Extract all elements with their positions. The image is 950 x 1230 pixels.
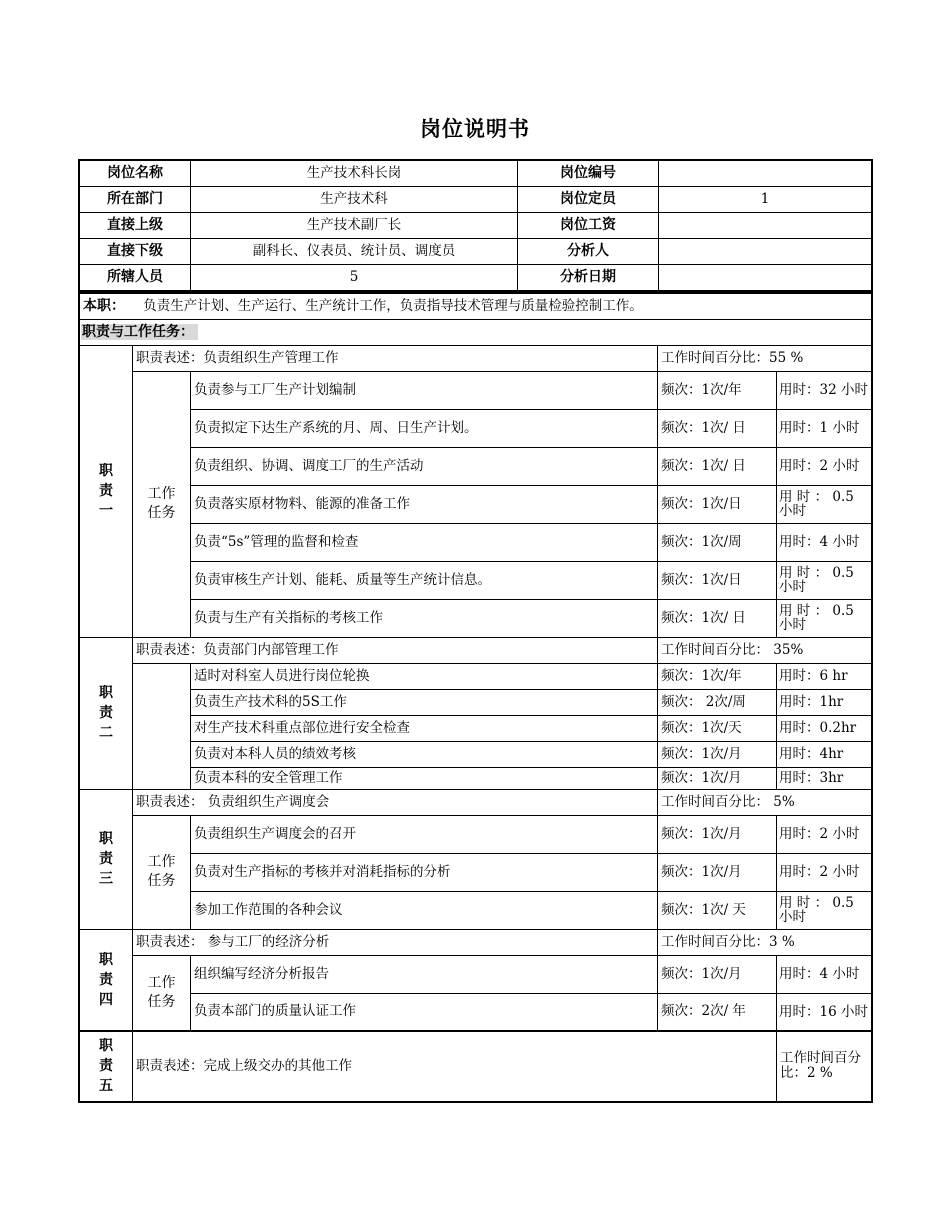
mission-label: 本职： bbox=[83, 297, 125, 314]
label-subordinates: 直接下级 bbox=[80, 239, 191, 265]
duty-5-statement: 职责表述：完成上级交办的其他工作 bbox=[133, 1031, 777, 1101]
duty-2-task-label bbox=[133, 663, 191, 789]
duty-1-task: 负责“5s”管理的监督和检查 bbox=[191, 523, 658, 561]
duty-1-freq: 频次：1次/日 bbox=[658, 561, 777, 599]
duty-5-label: 职 责 五 bbox=[80, 1031, 133, 1101]
duties-table bbox=[79, 292, 872, 1102]
duty-3-task-label: 工作任务 bbox=[133, 815, 191, 929]
duty-3-time: 用 时 ： 0.5 小时 bbox=[777, 891, 872, 929]
duty-4-freq: 频次：2次/ 年 bbox=[658, 993, 777, 1031]
duty-3-freq: 频次：1次/月 bbox=[658, 815, 777, 853]
duty-1-statement: 职责表述：负责组织生产管理工作 bbox=[133, 345, 658, 371]
duties-heading: 职责与工作任务： bbox=[81, 324, 198, 340]
duty-4-statement: 职责表述： 参与工厂的经济分析 bbox=[133, 929, 658, 955]
duty-3-label: 职 责 三 bbox=[80, 789, 133, 929]
value-position-name: 生产技术科长岗 bbox=[191, 161, 518, 187]
duty-2-task: 对生产技术科重点部位进行安全检查 bbox=[191, 715, 658, 741]
duty-2-freq: 频次： 2次/周 bbox=[658, 689, 777, 715]
duty-2-freq: 频次：1次/月 bbox=[658, 767, 777, 789]
duty-1-task: 负责与生产有关指标的考核工作 bbox=[191, 599, 658, 637]
duty-1-task: 负责参与工厂生产计划编制 bbox=[191, 371, 658, 409]
duty-5-percent: 工作时间百分比：2 % bbox=[777, 1031, 872, 1101]
duty-1-time: 用时：2 小时 bbox=[777, 447, 872, 485]
value-subordinates: 副科长、仪表员、统计员、调度员 bbox=[191, 239, 518, 265]
duty-3-time: 用时：2 小时 bbox=[777, 853, 872, 891]
duty-2-freq: 频次：1次/月 bbox=[658, 741, 777, 767]
label-position-name: 岗位名称 bbox=[80, 161, 191, 187]
duty-3-task: 负责对生产指标的考核并对消耗指标的分析 bbox=[191, 853, 658, 891]
duty-2-time: 用时：6 hr bbox=[777, 663, 872, 689]
label-analyst: 分析人 bbox=[518, 239, 659, 265]
duty-2-time: 用时：3hr bbox=[777, 767, 872, 789]
duty-1-label: 职 责 一 bbox=[80, 345, 133, 637]
duty-3-task: 参加工作范围的各种会议 bbox=[191, 891, 658, 929]
duty-1-task: 负责审核生产计划、能耗、质量等生产统计信息。 bbox=[191, 561, 658, 599]
duty-1-freq: 频次：1次/ 日 bbox=[658, 447, 777, 485]
label-superior: 直接上级 bbox=[80, 213, 191, 239]
duty-3-time: 用时：2 小时 bbox=[777, 815, 872, 853]
duty-2-time: 用时：1hr bbox=[777, 689, 872, 715]
label-position-code: 岗位编号 bbox=[518, 161, 659, 187]
duty-2-percent: 工作时间百分比： 35% bbox=[658, 637, 872, 663]
duty-1-time: 用时：32 小时 bbox=[777, 371, 872, 409]
duty-1-time: 用时：1 小时 bbox=[777, 409, 872, 447]
mission-text: 负责生产计划、生产运行、生产统计工作，负责指导技术管理与质量检验控制工作。 bbox=[143, 297, 643, 314]
duty-2-task: 适时对科室人员进行岗位轮换 bbox=[191, 663, 658, 689]
duty-4-time: 用时：4 小时 bbox=[777, 955, 872, 993]
duty-4-task: 组织编写经济分析报告 bbox=[191, 955, 658, 993]
value-position-code bbox=[659, 161, 872, 187]
duty-3-task: 负责组织生产调度会的召开 bbox=[191, 815, 658, 853]
duty-4-percent: 工作时间百分比：3 % bbox=[658, 929, 872, 955]
page-title: 岗位说明书 bbox=[420, 117, 530, 141]
duty-2-task: 负责生产技术科的5S工作 bbox=[191, 689, 658, 715]
duty-2-time: 用时：4hr bbox=[777, 741, 872, 767]
duty-4-task-label: 工作任务 bbox=[133, 955, 191, 1031]
value-analysis-date bbox=[659, 265, 872, 291]
duties-heading-row bbox=[80, 319, 872, 345]
value-headcount: 1 bbox=[659, 187, 872, 213]
duty-1-time: 用 时 ： 0.5 小时 bbox=[777, 561, 872, 599]
label-staff-count: 所辖人员 bbox=[80, 265, 191, 291]
duty-2-label: 职 责 二 bbox=[80, 637, 133, 789]
duty-1-percent: 工作时间百分比：55 % bbox=[658, 345, 872, 371]
duty-2-task: 负责本科的安全管理工作 bbox=[191, 767, 658, 789]
duty-3-freq: 频次：1次/ 天 bbox=[658, 891, 777, 929]
mission-row bbox=[80, 293, 872, 319]
duty-1-task-label: 工作任务 bbox=[133, 371, 191, 637]
duty-4-time: 用时：16 小时 bbox=[777, 993, 872, 1031]
duty-1-task: 负责拟定下达生产系统的月、周、日生产计划。 bbox=[191, 409, 658, 447]
label-analysis-date: 分析日期 bbox=[518, 265, 659, 291]
duty-3-freq: 频次：1次/月 bbox=[658, 853, 777, 891]
duty-2-statement: 职责表述：负责部门内部管理工作 bbox=[133, 637, 658, 663]
duty-2-freq: 频次：1次/天 bbox=[658, 715, 777, 741]
duty-3-statement: 职责表述： 负责组织生产调度会 bbox=[133, 789, 658, 815]
label-salary: 岗位工资 bbox=[518, 213, 659, 239]
duty-4-freq: 频次：1次/月 bbox=[658, 955, 777, 993]
duty-1-freq: 频次：1次/ 日 bbox=[658, 599, 777, 637]
duty-1-freq: 频次：1次/年 bbox=[658, 371, 777, 409]
value-superior: 生产技术副厂长 bbox=[191, 213, 518, 239]
duty-2-time: 用时：0.2hr bbox=[777, 715, 872, 741]
duty-1-freq: 频次：1次/ 日 bbox=[658, 409, 777, 447]
duty-1-task: 负责落实原材物料、能源的准备工作 bbox=[191, 485, 658, 523]
duty-4-label: 职 责 四 bbox=[80, 929, 133, 1031]
duty-2-task: 负责对本科人员的绩效考核 bbox=[191, 741, 658, 767]
duty-1-time: 用 时 ： 0.5 小时 bbox=[777, 599, 872, 637]
label-headcount: 岗位定员 bbox=[518, 187, 659, 213]
duty-1-task: 负责组织、协调、调度工厂的生产活动 bbox=[191, 447, 658, 485]
duty-1-freq: 频次：1次/周 bbox=[658, 523, 777, 561]
value-salary bbox=[659, 213, 872, 239]
duty-1-time: 用时：4 小时 bbox=[777, 523, 872, 561]
header-info-table bbox=[79, 160, 872, 291]
label-department: 所在部门 bbox=[80, 187, 191, 213]
duty-1-freq: 频次：1次/日 bbox=[658, 485, 777, 523]
duty-3-percent: 工作时间百分比： 5% bbox=[658, 789, 872, 815]
duty-1-time: 用 时 ： 0.5 小时 bbox=[777, 485, 872, 523]
value-analyst bbox=[659, 239, 872, 265]
duty-4-task: 负责本部门的质量认证工作 bbox=[191, 993, 658, 1031]
value-department: 生产技术科 bbox=[191, 187, 518, 213]
value-staff-count: 5 bbox=[191, 265, 518, 291]
duty-2-freq: 频次：1次/年 bbox=[658, 663, 777, 689]
